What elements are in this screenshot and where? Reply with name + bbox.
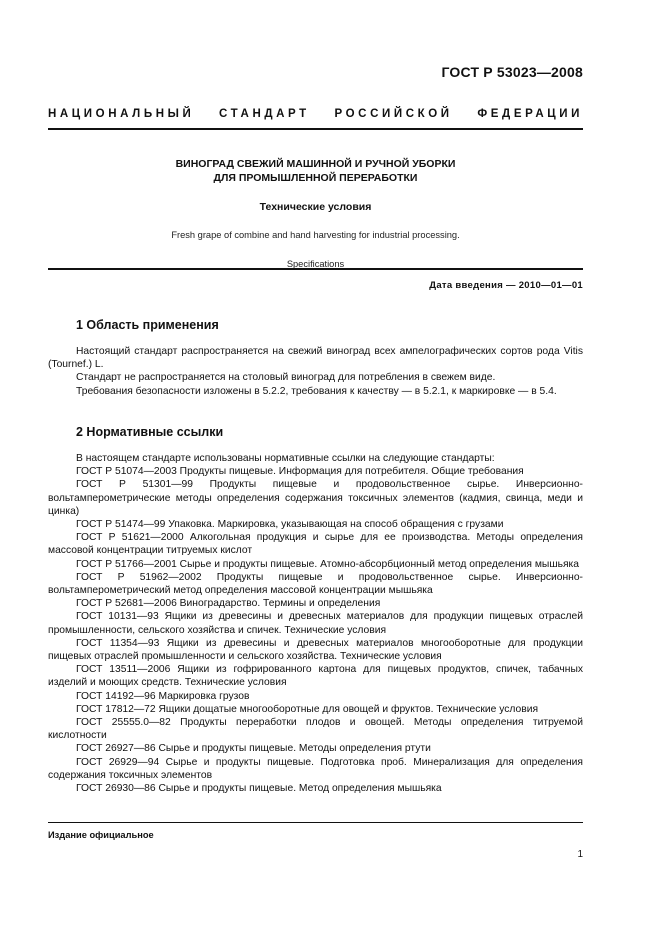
- subtitle-ru: Технические условия: [259, 201, 372, 213]
- page-number: 1: [577, 849, 583, 860]
- paragraph: Настоящий стандарт распространяется на свежий виноград всех ампелографических сортов рода Vitis (Tournef.) L.: [48, 346, 583, 371]
- edition-note: Издание официальное: [48, 830, 154, 840]
- title-rule: [48, 268, 583, 270]
- reference-item: ГОСТ 25555.0—82 Продукты переработки плодов и овощей. Методы определения титруемой кислотности: [48, 717, 583, 742]
- reference-item: ГОСТ Р 51766—2001 Сырье и продукты пищевые. Атомно-абсорбционный метод определения мышьяка: [76, 558, 579, 570]
- reference-item: ГОСТ Р 51962—2002 Продукты пищевые и продовольственное сырье. Инверсионно-вольтамперометрический метод определения массовой концентрации мышьяка: [48, 571, 583, 597]
- section-2-body: [48, 452, 583, 795]
- national-standard-title: НАЦИОНАЛЬНЫЙ СТАНДАРТ РОССИЙСКОЙ ФЕДЕРАЦИИ: [48, 108, 583, 120]
- section-1-body: [48, 345, 583, 398]
- reference-item: ГОСТ Р 51474—99 Упаковка. Маркировка, указывающая на способ обращения с грузами: [76, 519, 504, 531]
- reference-item: ГОСТ Р 51301—99 Продукты пищевые и продовольственное сырье. Инверсионно-вольтамперометрические методы определения содержания токсичных элементов (кадмия, свинца, меди и цинка): [48, 479, 583, 517]
- reference-item: ГОСТ 10131—93 Ящики из древесины и древесных материалов для продукции пищевых отраслей промышленности, сельского хозяйства и спичек. Технические условия: [48, 611, 583, 636]
- section-2-heading: 2 Нормативные ссылки: [76, 425, 224, 439]
- reference-item: ГОСТ 26930—86 Сырье и продукты пищевые. Метод определения мышьяка: [76, 783, 442, 795]
- reference-item: ГОСТ 11354—93 Ящики из древесины и древесных материалов многооборотные для продукции пищевых отраслей промышленности и сельского хозяйства. Технические условия: [48, 637, 583, 663]
- document-number: ГОСТ Р 53023—2008: [441, 64, 583, 80]
- paragraph: В настоящем стандарте использованы нормативные ссылки на следующие стандарты:: [76, 453, 495, 464]
- reference-item: ГОСТ 14192—96 Маркировка грузов: [76, 690, 250, 702]
- reference-item: ГОСТ Р 51074—2003 Продукты пищевые. Информация для потребителя. Общие требования: [76, 466, 524, 478]
- reference-item: ГОСТ 26929—94 Сырье и продукты пищевые. Подготовка проб. Минерализация для определения содержания токсичных элементов: [48, 756, 583, 781]
- reference-item: ГОСТ 13511—2006 Ящики из гофрированного картона для пищевых продуктов, спичек, табачных изделий и моющих средств. Технические условия: [48, 664, 583, 689]
- footer-rule: [48, 822, 583, 823]
- reference-item: ГОСТ Р 52681—2006 Виноградарство. Термины и определения: [76, 598, 381, 610]
- paragraph: Стандарт не распространяется на столовый виноград для потребления в свежем виде.: [76, 372, 496, 384]
- introduction-date: Дата введения — 2010—01—01: [429, 280, 583, 291]
- section-1-heading: 1 Область применения: [76, 318, 219, 332]
- title-ru-line2: ДЛЯ ПРОМЫШЛЕННОЙ ПЕРЕРАБОТКИ: [213, 172, 418, 184]
- header-rule: [48, 128, 583, 130]
- title-ru-line1: ВИНОГРАД СВЕЖИЙ МАШИННОЙ И РУЧНОЙ УБОРКИ: [175, 158, 456, 170]
- reference-item: ГОСТ 17812—72 Ящики дощатые многооборотные для овощей и фруктов. Технические условия: [76, 703, 539, 715]
- paragraph: Требования безопасности изложены в 5.2.2, требования к качеству — в 5.2.1, к маркировке — в 5.4.: [76, 385, 557, 397]
- title-en-line2: Specifications: [286, 259, 345, 269]
- reference-item: ГОСТ Р 51621—2000 Алкогольная продукция и сырье для ее производства. Методы определения массовой концентрации титруемых кислот: [48, 532, 583, 557]
- reference-item: ГОСТ 26927—86 Сырье и продукты пищевые. Методы определения ртути: [76, 743, 431, 755]
- title-en-line1: Fresh grape of combine and hand harvesting for industrial processing.: [171, 230, 460, 240]
- title-block: [48, 157, 583, 271]
